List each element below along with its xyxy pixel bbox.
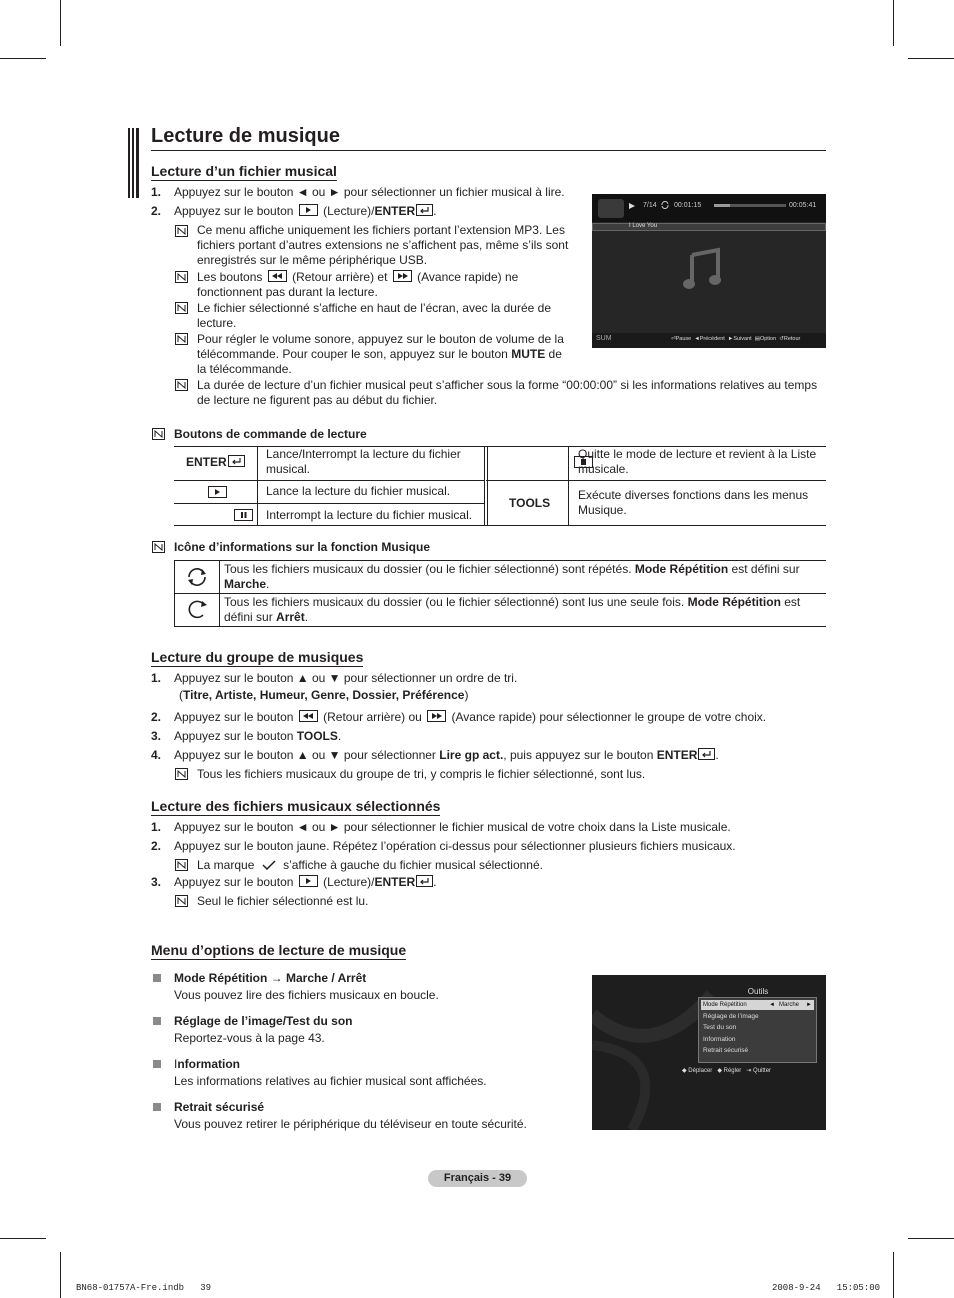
enter-key-cell: ENTER	[186, 455, 245, 470]
section-heading-options: Menu d’options de lecture de musique	[151, 942, 407, 958]
step-text: Appuyez sur le bouton ◄ ou ► pour sélectionner un fichier musical à lire.	[174, 185, 565, 199]
note-icon	[175, 225, 188, 237]
page-number-badge: Français - 39	[428, 1170, 527, 1187]
enter-icon	[228, 455, 245, 467]
step-number: 2.	[151, 710, 162, 724]
total-time: 00:05:41	[789, 202, 817, 209]
controls-heading: Boutons de commande de lecture	[174, 427, 367, 441]
step-text: Appuyez sur le bouton TOOLS.	[174, 729, 342, 743]
crop-mark	[0, 58, 46, 59]
play-status-icon	[628, 202, 636, 210]
option-title: Réglage de l’image/Test du son	[174, 1014, 353, 1028]
menu-item-safe-remove[interactable]: Retrait sécurisé	[703, 1047, 749, 1054]
play-once-icon	[186, 599, 210, 621]
track-count: 7/14	[643, 202, 657, 209]
note-icon	[175, 271, 188, 283]
option-desc: Vous pouvez retirer le périphérique du téléviseur en toute sécurité.	[174, 1117, 527, 1131]
note-text: Seul le fichier sélectionné est lu.	[197, 894, 369, 908]
enter-desc: Lance/Interrompt la lecture du fichier musical.	[266, 447, 461, 476]
step-text: Appuyez sur le bouton ▲ ou ▼ pour sélectionner Lire gp act., puis appuyez sur le bouton ENTER .	[174, 748, 719, 762]
title-rule	[151, 150, 826, 151]
bullet-square	[153, 974, 161, 982]
play-once-desc: Tous les fichiers musicaux du dossier (ou le fichier sélectionné) sont lus une seule fois. Mode Répétition est défini sur Arrêt.	[224, 595, 801, 624]
usb-device-icon	[598, 199, 624, 218]
elapsed-time: 00:01:15	[674, 202, 702, 209]
enter-icon: ⏎	[671, 336, 676, 342]
return-icon: ↺	[779, 336, 784, 342]
step-text: Appuyez sur le bouton (Lecture)/ENTER .	[174, 204, 437, 218]
tools-desc: Exécute diverses fonctions dans les menus Musique.	[578, 488, 809, 517]
menu-item-repeat[interactable]: Mode Répétition ◄ Marche ►	[701, 1000, 814, 1010]
step-text: Appuyez sur le bouton (Retour arrière) ou (Avance rapide) pour sélectionner le groupe de votre choix.	[174, 710, 767, 724]
icons-info-heading: Icône d’informations sur la fonction Musique	[174, 540, 431, 554]
crop-mark	[908, 1238, 954, 1239]
play-button-icon	[208, 486, 227, 498]
tools-menu-title: Outils	[747, 987, 769, 996]
menu-item-picture[interactable]: Réglage de l’image	[703, 1013, 759, 1020]
page-title: Lecture de musique	[151, 125, 340, 147]
crop-mark	[0, 1238, 46, 1239]
enter-icon	[416, 875, 433, 887]
step-number: 1.	[151, 671, 162, 685]
play-button-icon	[299, 875, 318, 887]
step-number: 2.	[151, 204, 162, 218]
rewind-icon	[268, 270, 287, 282]
repeat-all-desc: Tous les fichiers musicaux du dossier (ou le fichier sélectionné) sont répétés. Mode Répétition est défini sur Marche.	[224, 562, 800, 591]
repeat-all-icon	[185, 566, 209, 588]
note-icon	[175, 333, 188, 345]
crop-mark	[60, 0, 61, 46]
crop-mark	[893, 1252, 894, 1298]
step-number: 1.	[151, 820, 162, 834]
pause-button-icon	[234, 509, 253, 521]
note-text: La durée de lecture d’un fichier musical peut s’afficher sous la forme “00:00:00” si les informations relatives au temps de lecture ne figurent pas au début du fichier.	[197, 378, 818, 407]
note-text: La marque s’affiche à gauche du fichier musical sélectionné.	[197, 858, 543, 872]
step-text: Appuyez sur le bouton jaune. Répétez l’opération ci-dessus pour sélectionner plusieurs fichiers musicaux.	[174, 839, 736, 853]
chevron-left-icon: ◄	[769, 1002, 775, 1008]
music-player-screen	[592, 194, 826, 348]
option-title: Retrait sécurisé	[174, 1100, 265, 1114]
crop-mark	[908, 58, 954, 59]
device-name: SUM	[596, 335, 612, 342]
move-icon: ◆	[682, 1068, 687, 1074]
note-text: Les boutons (Retour arrière) et (Avance rapide) ne fonctionnent pas durant la lecture.	[197, 270, 519, 299]
tools-menu-list	[698, 997, 817, 1063]
section-heading-selected: Lecture des fichiers musicaux sélectionnés	[151, 798, 441, 814]
pause-desc: Interrompt la lecture du fichier musical.	[266, 508, 473, 522]
progress-fill	[714, 204, 730, 207]
note-text: Pour régler le volume sonore, appuyez sur le bouton de volume de la télécommande. Pour couper le son, appuyez sur le bouton MUTE de la télécommande.	[197, 332, 564, 376]
option-desc: Reportez-vous à la page 43.	[174, 1031, 325, 1045]
note-text: Tous les fichiers musicaux du groupe de tri, y compris le fichier sélectionné, sont lus.	[197, 767, 646, 781]
option-desc: Les informations relatives au fichier musical sont affichées.	[174, 1074, 487, 1088]
step-number: 3.	[151, 875, 162, 889]
tools-hint-bar: ◆ Déplacer ◆ Régler ⇥ Quitter	[682, 1068, 772, 1074]
menu-item-information[interactable]: Information	[703, 1036, 736, 1043]
note-icon	[175, 379, 188, 391]
crop-mark	[60, 1252, 61, 1298]
step-number: 2.	[151, 839, 162, 853]
sort-order-list: (Titre, Artiste, Humeur, Genre, Dossier, Préférence)	[179, 688, 469, 702]
progress-bar	[714, 204, 786, 207]
enter-icon	[416, 204, 433, 216]
tools-key-cell: TOOLS	[509, 496, 551, 510]
controls-table	[174, 446, 826, 526]
play-button-icon	[299, 204, 318, 216]
crop-mark	[893, 0, 894, 46]
enter-icon	[698, 748, 715, 760]
note-icon	[175, 302, 188, 314]
prev-icon: ◄	[694, 336, 700, 342]
repeat-status-icon	[660, 200, 670, 210]
section-heading-play-file: Lecture d’un fichier musical	[151, 163, 337, 179]
note-text: Le fichier sélectionné s’affiche en haut de l’écran, avec la durée de lecture.	[197, 301, 552, 330]
note-icon	[175, 859, 188, 871]
tools-icon: ▤	[754, 336, 760, 342]
note-icon	[175, 895, 188, 907]
option-title: Mode Répétition → Marche / Arrêt	[174, 971, 367, 985]
menu-item-sound-test[interactable]: Test du son	[703, 1024, 737, 1031]
note-icon	[175, 768, 188, 780]
bullet-square	[153, 1017, 161, 1025]
bullet-square	[153, 1060, 161, 1068]
adjust-icon: ◆	[717, 1068, 722, 1074]
step-text: Appuyez sur le bouton ▲ ou ▼ pour sélectionner un ordre de tri.	[174, 671, 518, 685]
fast-forward-icon	[393, 270, 412, 282]
note-text: Ce menu affiche uniquement les fichiers portant l’extension MP3. Les fichiers portant d’autres extensions ne s’affichent pas, même s’ils sont enregistrés sur le même périphérique USB.	[197, 223, 569, 267]
rewind-icon	[299, 710, 318, 722]
option-title: Information	[174, 1057, 241, 1071]
fast-forward-icon	[427, 710, 446, 722]
exit-icon: ⇥	[746, 1068, 752, 1074]
print-date: 2008-9-24 15:05:00	[772, 1283, 881, 1293]
option-desc: Vous pouvez lire des fichiers musicaux en boucle.	[174, 988, 439, 1002]
tools-menu-screen	[592, 975, 826, 1130]
step-number: 3.	[151, 729, 162, 743]
stop-desc: Quitte le mode de lecture et revient à la Liste musicale.	[578, 447, 817, 476]
step-number: 4.	[151, 748, 162, 762]
title-decoration	[128, 128, 140, 198]
song-title: I Love You	[629, 223, 658, 229]
music-note-icon	[680, 247, 725, 292]
section-heading-group: Lecture du groupe de musiques	[151, 649, 364, 665]
step-text: Appuyez sur le bouton ◄ ou ► pour sélectionner le fichier musical de votre choix dans la Liste musicale.	[174, 820, 731, 834]
print-file-info: BN68-01757A-Fre.indb 39	[76, 1283, 212, 1293]
icons-info-table	[174, 560, 826, 627]
note-icon	[152, 541, 165, 553]
note-icon	[152, 428, 165, 440]
next-icon: ►	[727, 336, 734, 342]
play-desc: Lance la lecture du fichier musical.	[266, 484, 451, 498]
checkmark-icon	[261, 860, 277, 870]
chevron-right-icon: ►	[806, 1002, 812, 1008]
player-controls-bar: ⏎Pause ◄Précédent ►Suivant ▤Option ↺Retour	[671, 336, 801, 342]
step-text: Appuyez sur le bouton (Lecture)/ENTER .	[174, 875, 437, 889]
bullet-square	[153, 1103, 161, 1111]
step-number: 1.	[151, 185, 162, 199]
